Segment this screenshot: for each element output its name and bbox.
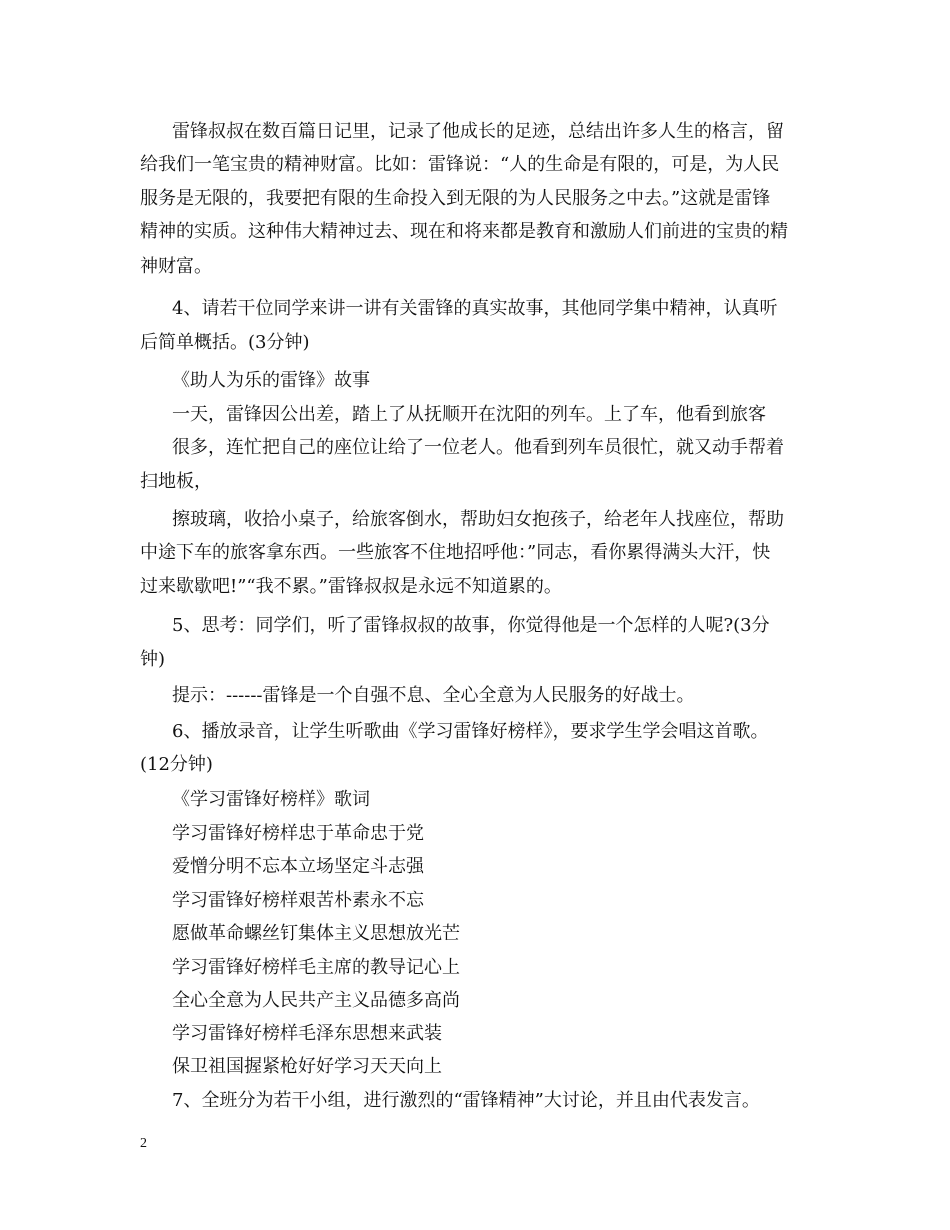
list-item-4-line: 4、请若干位同学来讲一讲有关雷锋的真实故事，其他同学集中精神，认真听 [172, 298, 778, 319]
story-title: 《助人为乐的雷锋》故事 [172, 370, 370, 391]
list-item-7-line: 7、全班分为若干小组，进行激烈的“雷锋精神”大讨论，并且由代表发言。 [172, 1090, 760, 1111]
list-item-5-line: 5、思考：同学们，听了雷锋叔叔的故事，你觉得他是一个怎样的人呢?(3分 [172, 615, 770, 636]
page-number: 2 [140, 1136, 147, 1151]
list-item-5-line: 钟) [140, 649, 166, 670]
story-line: 很多，连忙把自己的座位让给了一位老人。他看到列车员很忙，就又动手帮着 [172, 437, 784, 458]
lyrics-line: 学习雷锋好榜样毛泽东思想来武装 [172, 1023, 442, 1044]
lyrics-line: 学习雷锋好榜样艰苦朴素永不忘 [172, 890, 424, 911]
story-line: 擦玻璃，收拾小桌子，给旅客倒水，帮助妇女抱孩子，给老年人找座位，帮助 [172, 509, 784, 530]
list-item-6-line: 6、播放录音，让学生听歌曲《学习雷锋好榜样》，要求学生学会唱这首歌。 [172, 721, 769, 742]
hint-text: 提示：------雷锋是一个自强不息、全心全意为人民服务的好战士。 [172, 685, 695, 706]
lyrics-line: 爱憎分明不忘本立场坚定斗志强 [172, 856, 424, 877]
list-item-6-line: (12分钟) [140, 754, 213, 775]
lyrics-line: 学习雷锋好榜样毛主席的教导记心上 [172, 957, 460, 978]
lyrics-title: 《学习雷锋好榜样》歌词 [172, 789, 370, 810]
lyrics-line: 愿做革命螺丝钉集体主义思想放光芒 [172, 923, 460, 944]
list-item-4-line: 后简单概括。(3分钟) [140, 332, 310, 353]
story-line: 过来歇歇吧!”“我不累。”雷锋叔叔是永远不知道累的。 [140, 576, 562, 597]
paragraph-line: 雷锋叔叔在数百篇日记里，记录了他成长的足迹，总结出许多人生的格言，留 [172, 121, 784, 142]
lyrics-line: 全心全意为人民共产主义品德多高尚 [172, 990, 460, 1011]
story-line: 扫地板， [140, 471, 212, 492]
story-line: 一天，雷锋因公出差，踏上了从抚顺开在沈阳的列车。上了车，他看到旅客 [172, 404, 766, 425]
paragraph-line: 给我们一笔宝贵的精神财富。比如：雷锋说：“人的生命是有限的，可是，为人民 [140, 154, 780, 175]
lyrics-line: 学习雷锋好榜样忠于革命忠于党 [172, 823, 424, 844]
paragraph-line: 精神的实质。这种伟大精神过去、现在和将来都是教育和激励人们前进的宝贵的精 [140, 221, 788, 242]
lyrics-line: 保卫祖国握紧枪好好学习天天向上 [172, 1056, 442, 1077]
paragraph-line: 神财富。 [140, 256, 212, 277]
paragraph-line: 服务是无限的，我要把有限的生命投入到无限的为人民服务之中去。”这就是雷锋 [140, 188, 771, 209]
story-line: 中途下车的旅客拿东西。一些旅客不住地招呼他：”同志，看你累得满头大汗，快 [140, 542, 771, 563]
